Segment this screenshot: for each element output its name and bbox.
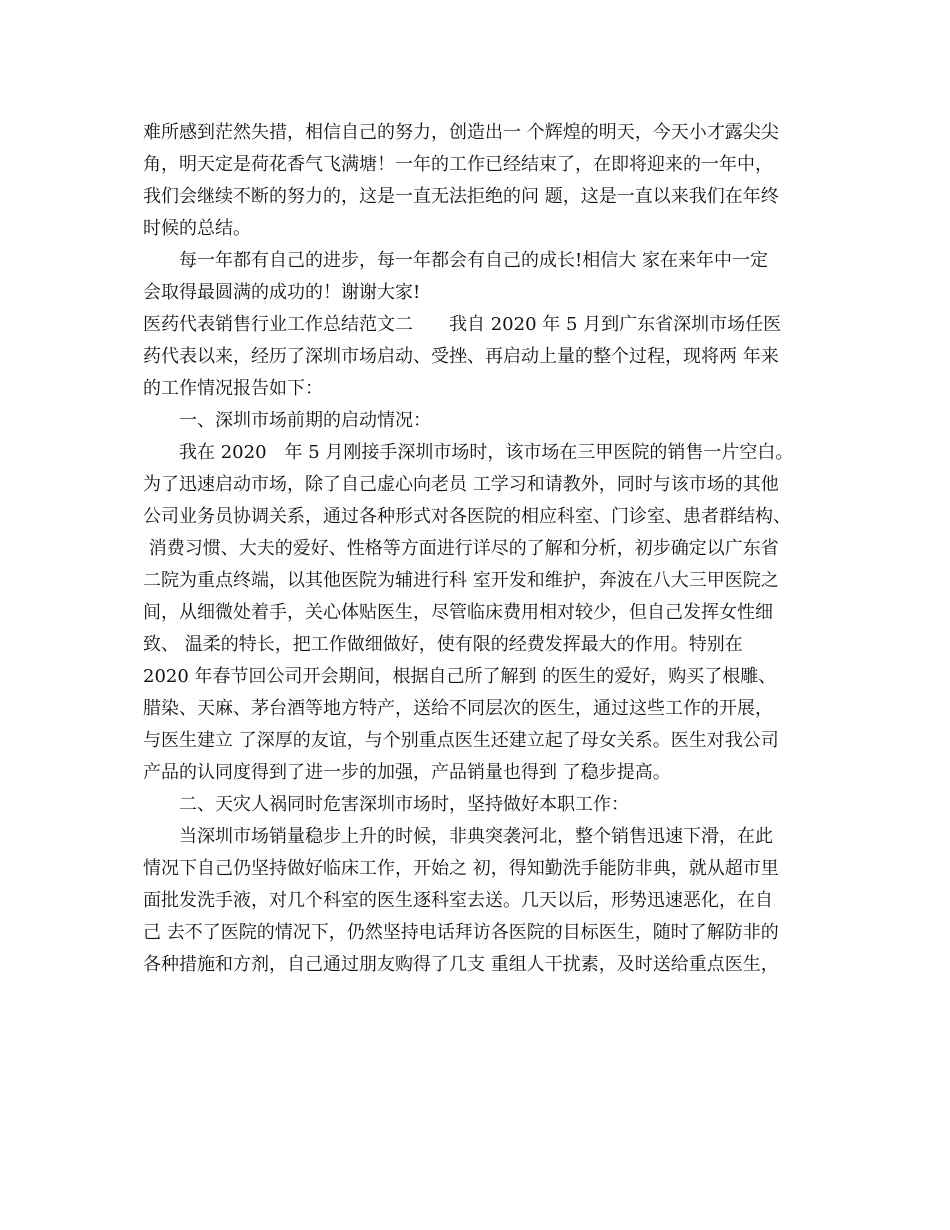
- subheading-line: 一、深圳市场前期的启动情况：: [179, 410, 431, 431]
- text-line: 角，明天定是荷花香气飞满塘！一年的工作已经结束了，在即将迎来的一年中，: [143, 154, 773, 175]
- text-line: 的工作情况报告如下：: [143, 378, 323, 399]
- paragraph-first-line: 我在 2020 年 5 月刚接手深圳市场时，该市场在三甲医院的销售一片空白。: [179, 442, 794, 463]
- document-body: [143, 117, 813, 981]
- text-line: 腊染、天麻、茅台酒等地方特产，送给不同层次的医生，通过这些工作的开展，: [143, 698, 773, 719]
- text-line: 时候的总结。: [143, 218, 251, 239]
- subheading-line: 二、天灾人祸同时危害深圳市场时，坚持做好本职工作：: [179, 794, 629, 815]
- text-line: 各种措施和方剂，自己通过朋友购得了几支 重组人干扰素，及时送给重点医生，: [143, 954, 779, 975]
- text-line: 与医生建立 了深厚的友谊，与个别重点医生还建立起了母女关系。医生对我公司: [143, 730, 779, 751]
- text-line: 会取得最圆满的成功的！谢谢大家!: [143, 282, 421, 303]
- text-line: 产品的认同度得到了进一步的加强，产品销量也得到 了稳步提高。: [143, 762, 671, 783]
- section-title-line: 医药代表销售行业工作总结范文二 我自 2020 年 5 月到广东省深圳市场任医: [143, 314, 782, 335]
- text-line: 公司业务员协调关系，通过各种形式对各医院的相应科室、门诊室、患者群结构、: [143, 506, 791, 527]
- text-line: 消费习惯、大夫的爱好、性格等方面进行详尽的了解和分析，初步确定以广东省: [143, 538, 779, 559]
- paragraph-first-line: 当深圳市场销量稳步上升的时候，非典突袭河北，整个销售迅速下滑，在此: [179, 826, 773, 847]
- text-line: 情况下自己仍坚持做好临床工作，开始之 初，得知勤洗手能防非典，就从超市里: [143, 858, 779, 879]
- text-line: 间，从细微处着手，关心体贴医生，尽管临床费用相对较少，但自己发挥女性细: [143, 602, 773, 623]
- text-line: 我们会继续不断的努力的，这是一直无法拒绝的问 题，这是一直以来我们在年终: [143, 186, 779, 207]
- text-line: 难所感到茫然失措，相信自己的努力，创造出一 个辉煌的明天，今天小才露尖尖: [143, 122, 779, 143]
- text-line: 二院为重点终端，以其他医院为辅进行科 室开发和维护，奔波在八大三甲医院之: [143, 570, 779, 591]
- paragraph-first-line: 每一年都有自己的进步，每一年都会有自己的成长!相信大 家在来年中一定: [179, 250, 768, 271]
- text-line: 2020 年春节回公司开会期间，根据自己所了解到 的医生的爱好，购买了根雕、: [143, 666, 777, 687]
- text-line: 面批发洗手液，对几个科室的医生逐科室去送。几天以后，形势迅速恶化，在自: [143, 890, 773, 911]
- text-line: 为了迅速启动市场，除了自己虚心向老员 工学习和请教外，同时与该市场的其他: [143, 474, 779, 495]
- text-line: 己 去不了医院的情况下，仍然坚持电话拜访各医院的目标医生，随时了解防非的: [143, 922, 779, 943]
- text-line: 致、 温柔的特长，把工作做细做好，使有限的经费发挥最大的作用。特别在: [143, 634, 743, 655]
- text-line: 药代表以来，经历了深圳市场启动、受挫、再启动上量的整个过程，现将两 年来: [143, 346, 779, 367]
